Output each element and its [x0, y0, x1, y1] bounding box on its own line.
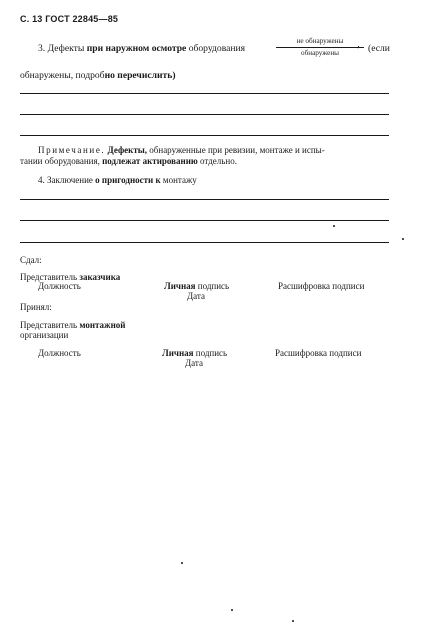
accepted-decoding: Расшифровка подписи [275, 348, 362, 358]
accepted-organization: организации [20, 330, 69, 340]
accepted-position: Должность [38, 348, 81, 358]
handed-rep-a: Представитель [20, 272, 78, 282]
blank-line-2 [20, 114, 389, 115]
note-bold-a: Дефекты, [107, 145, 148, 155]
handed-signature-bold: Личная [164, 281, 196, 291]
accepted-label: Принял: [20, 302, 52, 312]
note-line1-rest: обнаруженные при ревизии, монтаже и испы- [149, 145, 325, 155]
blank-line-3 [20, 135, 389, 136]
item3-line2-bold: но перечислить) [104, 70, 176, 81]
note-line2 [20, 156, 237, 166]
item3-number: 3. [38, 43, 46, 54]
fraction-line [276, 47, 364, 48]
item4-text-a: Заключение [47, 175, 93, 185]
item4-number: 4. [38, 175, 45, 185]
note-line2-a: тании оборудования, [20, 156, 100, 166]
item3-lead-a: Дефекты [47, 43, 85, 54]
page-header: С. 13 ГОСТ 22845—85 [20, 14, 119, 24]
handed-date: Дата [187, 291, 205, 301]
fraction-top: не обнаружены [296, 37, 344, 45]
note-line1 [38, 145, 325, 155]
speck-dot [231, 609, 233, 611]
handed-signature-rest: подпись [197, 281, 230, 291]
handed-position: Должность [38, 281, 81, 291]
accepted-signature [162, 348, 227, 358]
accepted-date: Дата [185, 358, 203, 368]
accepted-rep-a: Представитель [20, 320, 78, 330]
handed-signature [164, 281, 229, 291]
note-line2-rest: отдельно. [200, 156, 237, 166]
handed-decoding: Расшифровка подписи [278, 281, 365, 291]
item4-bold-a: о пригодности к [95, 175, 161, 185]
accepted-signature-bold: Личная [162, 348, 194, 358]
blank-line-1 [20, 93, 389, 94]
item3-line1 [38, 43, 245, 54]
item3-bold-a: при наружном осмотре [86, 43, 187, 54]
accepted-rep-bold: монтажной [79, 320, 126, 330]
handed-label: Сдал: [20, 255, 42, 265]
note-line2-bold: подлежат актированию [102, 156, 198, 166]
item3-lead-b: оборудования [188, 43, 246, 54]
accepted-representative [20, 320, 125, 330]
accepted-signature-rest: подпись [195, 348, 228, 358]
blank-line-4 [20, 199, 389, 200]
speck-dot [181, 562, 183, 564]
item3-line2 [20, 70, 176, 81]
blank-line-6 [20, 242, 389, 243]
item4-text-b: монтажу [162, 175, 197, 185]
item4-line [38, 175, 197, 185]
speck-dot [292, 620, 294, 622]
note-label: Примечание. [38, 145, 106, 155]
speck-dot [402, 238, 404, 240]
speck-dot [333, 225, 335, 227]
item3-line2-a: обнаружены, подроб [20, 70, 105, 81]
fraction-bottom: обнаружены [300, 49, 340, 57]
speck-mark: ‚ [357, 39, 360, 49]
blank-line-5 [20, 220, 389, 221]
item3-tail: (если [368, 43, 390, 54]
handed-rep-bold: заказчика [79, 272, 121, 282]
